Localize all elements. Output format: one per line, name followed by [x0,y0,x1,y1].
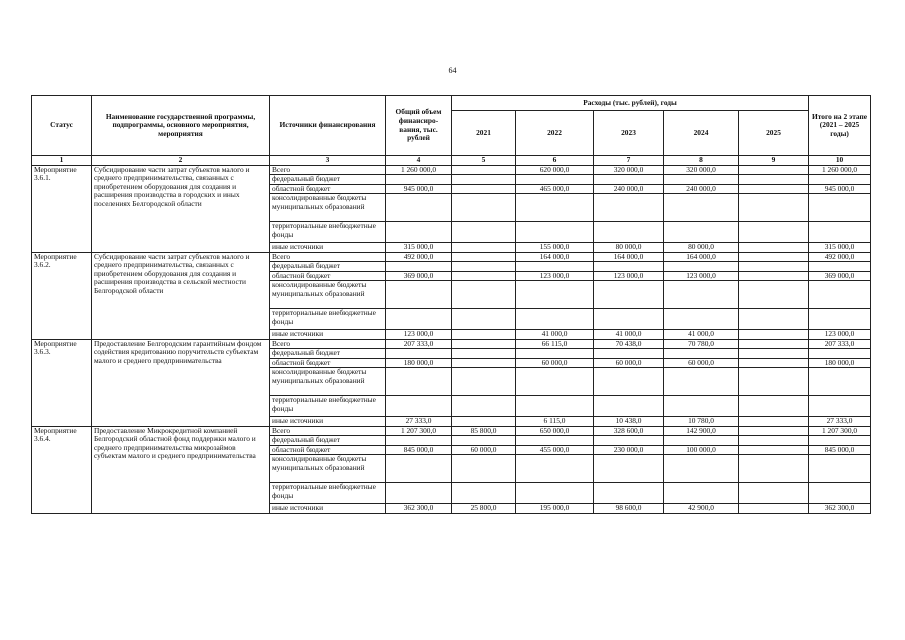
stage-total-cell [809,222,871,243]
year-2025-cell [739,339,809,349]
funding-source: территориальные внебюджетные фонды [270,222,386,243]
funding-source: иные источники [270,330,386,340]
year-2025-cell [739,262,809,272]
funding-source: федеральный бюджет [270,175,386,185]
year-2025-cell [739,349,809,359]
year-2021-cell [452,222,516,243]
year-2023-cell: 98 600,0 [594,504,664,514]
year-2023-cell [594,455,664,483]
year-2024-cell [664,436,739,446]
year-2023-cell [594,175,664,185]
year-2024-cell: 123 000,0 [664,271,739,281]
total-cell [386,222,452,243]
measure-name: Субсидирование части затрат субъектов малого и среднего предпринимательства, связанных с приобретением оборудования для создания и расширения производства в городских и иных поселениях Белгородской области [92,165,270,252]
total-cell [386,309,452,330]
total-cell: 845 000,0 [386,445,452,455]
measure-name: Субсидирование части затрат субъектов малого и среднего предпринимательства, связанных с приобретением оборудования для создания и расширения производства в сельской местности Белгородской области [92,252,270,339]
year-2023-cell: 70 438,0 [594,339,664,349]
year-2022-cell: 6 115,0 [516,417,594,427]
funding-source: консолидированные бюджеты муниципальных образований [270,281,386,309]
total-cell: 315 000,0 [386,243,452,253]
funding-source: областной бюджет [270,445,386,455]
funding-source: иные источники [270,243,386,253]
year-2021-cell: 25 800,0 [452,504,516,514]
budget-table [31,95,871,514]
year-2024-cell: 60 000,0 [664,358,739,368]
year-2022-cell: 650 000,0 [516,426,594,436]
total-cell: 369 000,0 [386,271,452,281]
year-2022-cell: 195 000,0 [516,504,594,514]
funding-source: Всего [270,165,386,175]
year-2023-cell [594,368,664,396]
year-2024-cell: 42 900,0 [664,504,739,514]
year-2021-cell [452,339,516,349]
year-2025-cell [739,194,809,222]
column-number: 10 [809,156,871,166]
measure-name: Предоставление Белгородским гарантийным фондом содействия кредитованию поручительств субъектам малого и среднего предпринимательства [92,339,270,426]
year-2022-cell [516,396,594,417]
year-2021-cell [452,252,516,262]
year-2022-cell: 123 000,0 [516,271,594,281]
year-2021-cell [452,436,516,446]
year-2025-cell [739,436,809,446]
total-cell [386,262,452,272]
year-2024-cell [664,483,739,504]
year-2023-cell [594,436,664,446]
year-2025-cell [739,271,809,281]
year-2025-cell [739,368,809,396]
funding-source: федеральный бюджет [270,262,386,272]
year-2022-cell: 155 000,0 [516,243,594,253]
stage-total-cell: 362 300,0 [809,504,871,514]
header-stage-total: Итого на 2 этапе (2021 – 2025 годы) [809,96,871,156]
year-2023-cell [594,194,664,222]
stage-total-cell [809,396,871,417]
year-2023-cell: 320 000,0 [594,165,664,175]
year-2021-cell [452,417,516,427]
year-2021-cell [452,271,516,281]
year-2021-cell: 60 000,0 [452,445,516,455]
stage-total-cell [809,281,871,309]
funding-source: Всего [270,252,386,262]
year-2025-cell [739,358,809,368]
year-2022-cell: 164 000,0 [516,252,594,262]
year-2024-cell: 100 000,0 [664,445,739,455]
year-2021-cell [452,194,516,222]
total-cell: 1 207 300,0 [386,426,452,436]
header-status: Статус [32,96,92,156]
year-2021-cell [452,165,516,175]
page-number: 64 [448,66,457,75]
year-2021-cell [452,349,516,359]
year-2023-cell [594,483,664,504]
stage-total-cell [809,349,871,359]
year-2022-cell [516,309,594,330]
year-2023-cell: 164 000,0 [594,252,664,262]
year-2022-cell: 41 000,0 [516,330,594,340]
year-2024-cell: 320 000,0 [664,165,739,175]
year-2025-cell [739,483,809,504]
column-number: 5 [452,156,516,166]
year-2021-cell [452,358,516,368]
stage-total-cell [809,436,871,446]
year-2022-cell: 465 000,0 [516,184,594,194]
total-cell [386,436,452,446]
measure-status: Мероприятие 3.6.2. [32,252,92,339]
funding-source: консолидированные бюджеты муниципальных образований [270,368,386,396]
stage-total-cell: 369 000,0 [809,271,871,281]
stage-total-cell: 1 260 000,0 [809,165,871,175]
year-2023-cell [594,349,664,359]
year-2022-cell [516,436,594,446]
year-2025-cell [739,309,809,330]
column-number: 7 [594,156,664,166]
stage-total-cell: 315 000,0 [809,243,871,253]
total-cell: 123 000,0 [386,330,452,340]
measure-status: Мероприятие 3.6.1. [32,165,92,252]
funding-source: консолидированные бюджеты муниципальных образований [270,194,386,222]
stage-total-cell [809,194,871,222]
year-2025-cell [739,281,809,309]
column-number: 6 [516,156,594,166]
year-2025-cell [739,184,809,194]
year-2022-cell [516,222,594,243]
column-number: 4 [386,156,452,166]
year-2023-cell: 230 000,0 [594,445,664,455]
header-name: Наименование государственной программы, подпрограммы, основного мероприятия, мероприятия [92,96,270,156]
year-2024-cell [664,349,739,359]
year-2021-cell [452,368,516,396]
header-sources: Источники финансирования [270,96,386,156]
stage-total-cell: 27 333,0 [809,417,871,427]
year-2023-cell: 240 000,0 [594,184,664,194]
year-2023-cell: 60 000,0 [594,358,664,368]
year-2022-cell [516,349,594,359]
year-2022-cell [516,175,594,185]
year-2023-cell: 41 000,0 [594,330,664,340]
stage-total-cell [809,368,871,396]
year-2024-cell: 10 780,0 [664,417,739,427]
year-2023-cell [594,281,664,309]
column-number: 2 [92,156,270,166]
total-cell [386,349,452,359]
column-number: 8 [664,156,739,166]
year-2025-cell [739,455,809,483]
total-cell: 362 300,0 [386,504,452,514]
year-2023-cell: 123 000,0 [594,271,664,281]
table-body [32,165,871,513]
funding-source: областной бюджет [270,358,386,368]
year-2025-cell [739,222,809,243]
total-cell: 1 260 000,0 [386,165,452,175]
funding-source: территориальные внебюджетные фонды [270,483,386,504]
year-2021-cell [452,483,516,504]
year-2025-cell [739,243,809,253]
year-2022-cell [516,194,594,222]
header-year: 2021 [452,111,516,156]
year-2021-cell [452,330,516,340]
funding-source: областной бюджет [270,271,386,281]
year-2021-cell [452,281,516,309]
stage-total-cell: 492 000,0 [809,252,871,262]
year-2023-cell [594,262,664,272]
year-2022-cell: 60 000,0 [516,358,594,368]
funding-source: областной бюджет [270,184,386,194]
year-2024-cell [664,262,739,272]
stage-total-cell: 945 000,0 [809,184,871,194]
table-row [32,339,871,349]
total-cell [386,368,452,396]
year-2023-cell [594,309,664,330]
header-year: 2023 [594,111,664,156]
year-2024-cell: 70 780,0 [664,339,739,349]
year-2022-cell: 66 115,0 [516,339,594,349]
measure-status: Мероприятие 3.6.4. [32,426,92,513]
year-2021-cell [452,309,516,330]
year-2025-cell [739,175,809,185]
stage-total-cell [809,455,871,483]
year-2021-cell [452,243,516,253]
stage-total-cell [809,309,871,330]
year-2021-cell [452,184,516,194]
year-2025-cell [739,396,809,417]
year-2024-cell: 41 000,0 [664,330,739,340]
year-2025-cell [739,417,809,427]
funding-source: федеральный бюджет [270,349,386,359]
measure-status: Мероприятие 3.6.3. [32,339,92,426]
column-number: 9 [739,156,809,166]
year-2023-cell [594,396,664,417]
year-2024-cell: 142 900,0 [664,426,739,436]
year-2021-cell [452,455,516,483]
funding-source: иные источники [270,417,386,427]
year-2021-cell: 85 800,0 [452,426,516,436]
year-2023-cell [594,222,664,243]
year-2025-cell [739,445,809,455]
year-2022-cell [516,262,594,272]
total-cell [386,194,452,222]
header-expenses-group: Расходы (тыс. рублей), годы [452,96,809,111]
funding-source: Всего [270,339,386,349]
year-2024-cell [664,281,739,309]
total-cell: 492 000,0 [386,252,452,262]
total-cell [386,455,452,483]
year-2024-cell [664,194,739,222]
measure-name: Предоставление Микрокредитной компанией Белгородский областной фонд поддержки малого и среднего предпринимательства микрозаймов субъектам малого и среднего предпринимательства [92,426,270,513]
total-cell [386,175,452,185]
year-2022-cell: 620 000,0 [516,165,594,175]
year-2022-cell [516,281,594,309]
year-2024-cell: 164 000,0 [664,252,739,262]
total-cell: 945 000,0 [386,184,452,194]
funding-source: консолидированные бюджеты муниципальных образований [270,455,386,483]
year-2025-cell [739,426,809,436]
stage-total-cell [809,175,871,185]
stage-total-cell: 1 207 300,0 [809,426,871,436]
total-cell [386,483,452,504]
column-number: 1 [32,156,92,166]
year-2021-cell [452,175,516,185]
year-2024-cell [664,368,739,396]
stage-total-cell: 123 000,0 [809,330,871,340]
total-cell: 180 000,0 [386,358,452,368]
header-total: Общий объем финансиро-вания, тыс. рублей [386,96,452,156]
stage-total-cell [809,262,871,272]
year-2022-cell [516,483,594,504]
stage-total-cell: 207 333,0 [809,339,871,349]
year-2024-cell [664,396,739,417]
year-2025-cell [739,165,809,175]
year-2024-cell [664,455,739,483]
year-2022-cell [516,368,594,396]
year-2024-cell [664,309,739,330]
funding-source: федеральный бюджет [270,436,386,446]
year-2022-cell [516,455,594,483]
year-2024-cell: 80 000,0 [664,243,739,253]
total-cell: 207 333,0 [386,339,452,349]
year-2021-cell [452,396,516,417]
header-year: 2024 [664,111,739,156]
funding-source: иные источники [270,504,386,514]
header-year: 2025 [739,111,809,156]
year-2025-cell [739,330,809,340]
total-cell [386,281,452,309]
funding-source: Всего [270,426,386,436]
year-2024-cell [664,175,739,185]
total-cell: 27 333,0 [386,417,452,427]
year-2023-cell: 10 438,0 [594,417,664,427]
year-2025-cell [739,252,809,262]
funding-source: территориальные внебюджетные фонды [270,396,386,417]
stage-total-cell: 845 000,0 [809,445,871,455]
total-cell [386,396,452,417]
year-2021-cell [452,262,516,272]
funding-source: территориальные внебюджетные фонды [270,309,386,330]
year-2022-cell: 455 000,0 [516,445,594,455]
year-2023-cell: 328 600,0 [594,426,664,436]
table-row [32,426,871,436]
stage-total-cell [809,483,871,504]
year-2023-cell: 80 000,0 [594,243,664,253]
year-2025-cell [739,504,809,514]
year-2024-cell [664,222,739,243]
header-year: 2022 [516,111,594,156]
column-number: 3 [270,156,386,166]
table-row [32,165,871,175]
stage-total-cell: 180 000,0 [809,358,871,368]
year-2024-cell: 240 000,0 [664,184,739,194]
table-row [32,252,871,262]
